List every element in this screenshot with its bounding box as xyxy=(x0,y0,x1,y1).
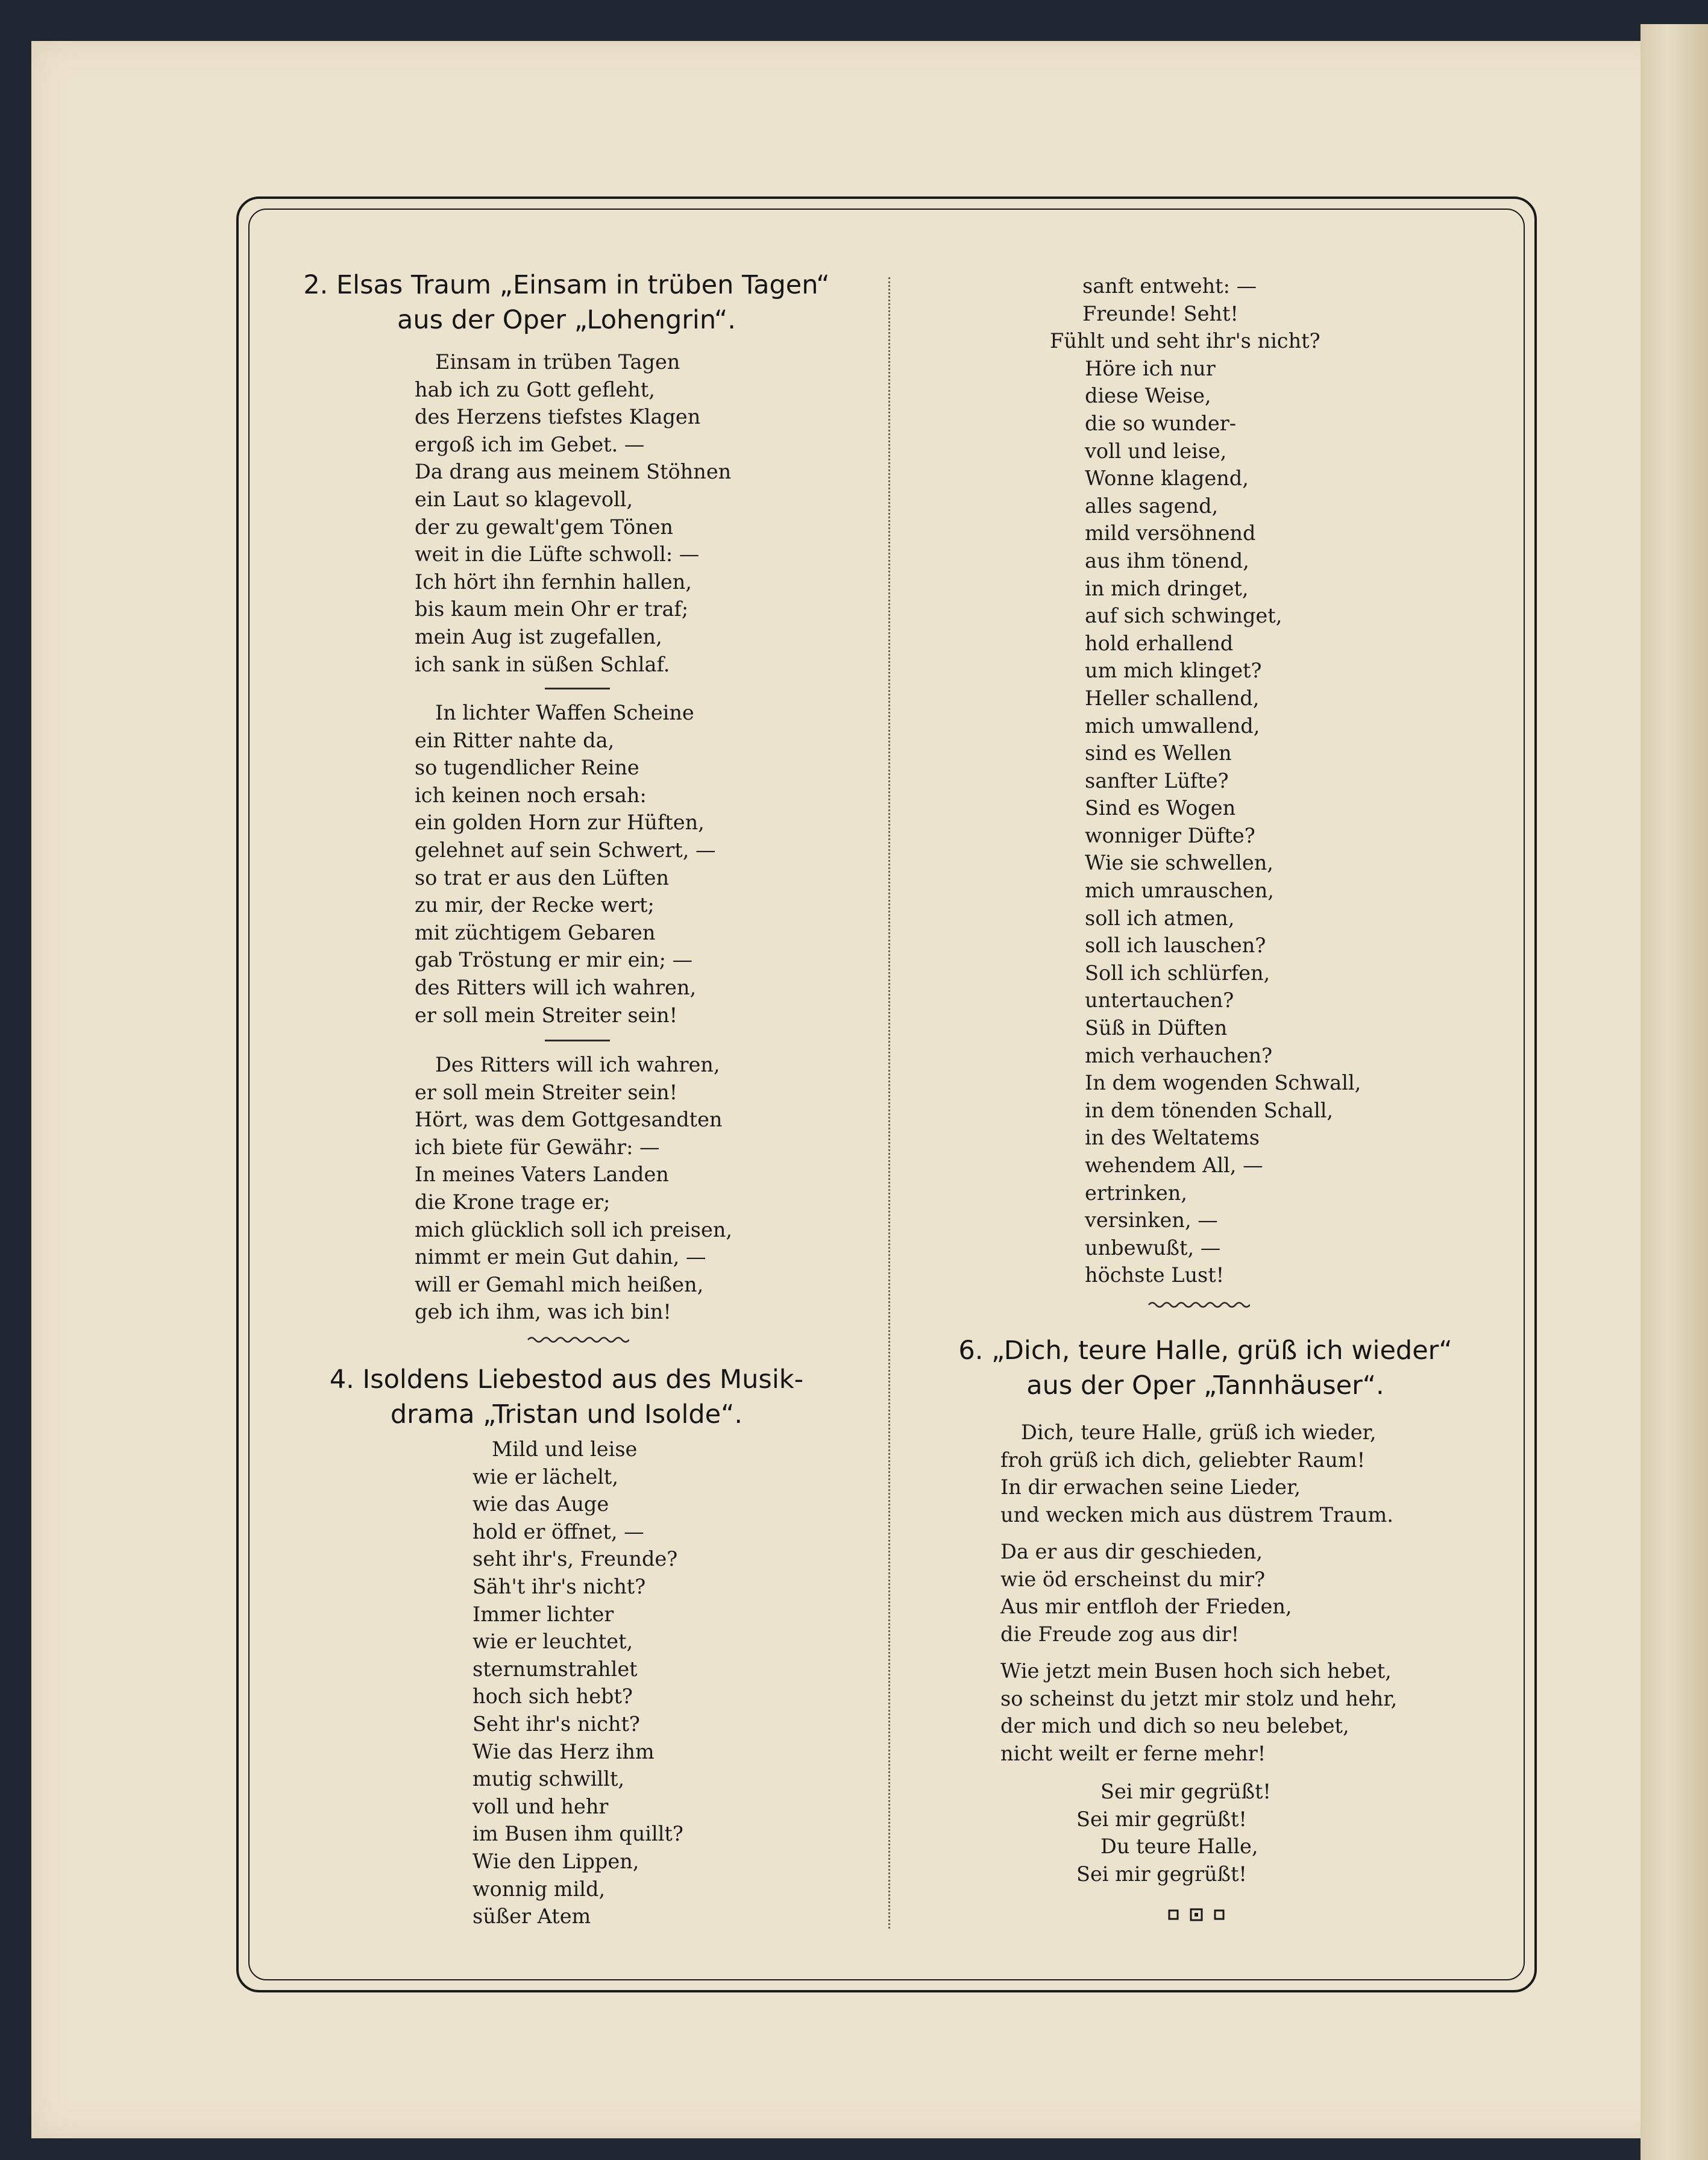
verse-line: auf sich schwinget, xyxy=(1085,604,1283,628)
verse-line: Du teure Halle, xyxy=(1100,1835,1258,1859)
song6-stanza1 xyxy=(1000,1419,1393,1528)
verse-line: unbewußt, — xyxy=(1085,1235,1221,1260)
verse-line: seht ihr's, Freunde? xyxy=(473,1547,678,1571)
song2-stanza1 xyxy=(415,348,731,678)
verse-line: ich keinen noch ersah: xyxy=(415,783,647,807)
song4-verse-continued xyxy=(1050,272,1361,1289)
verse-line: sternumstrahlet xyxy=(473,1657,638,1681)
verse-line: voll und hehr xyxy=(473,1794,609,1818)
verse-line: mich umwallend, xyxy=(1085,714,1260,738)
verse-line: Dich, teure Halle, grüß ich wieder, xyxy=(1021,1421,1377,1444)
verse-line: Soll ich schlürfen, xyxy=(1085,961,1270,985)
verse-line: er soll mein Streiter sein! xyxy=(415,1080,678,1104)
verse-line: zu mir, der Recke wert; xyxy=(415,893,655,917)
song6-stanza2 xyxy=(1000,1538,1292,1648)
verse-line: soll ich atmen, xyxy=(1085,906,1235,930)
verse-line: diese Weise, xyxy=(1085,384,1211,408)
verse-line: ich biete für Gewähr: — xyxy=(415,1135,660,1159)
verse-line: Süß in Düften xyxy=(1085,1016,1228,1040)
verse-line: wie er leuchtet, xyxy=(473,1630,633,1654)
stanza-separator-rule xyxy=(545,688,610,689)
verse-line: mich verhauchen? xyxy=(1085,1043,1273,1067)
verse-line: mein Aug ist zugefallen, xyxy=(415,624,662,648)
verse-line: hoch sich hebt? xyxy=(473,1684,633,1709)
verse-line: Da er aus dir geschieden, xyxy=(1000,1540,1263,1563)
song4-heading xyxy=(265,1362,868,1432)
song6-stanza4 xyxy=(1076,1778,1271,1888)
verse-line: Da drang aus meinem Stöhnen xyxy=(415,460,732,484)
verse-line: Sei mir gegrüßt! xyxy=(1076,1807,1247,1831)
verse-line: mit züchtigem Gebaren xyxy=(415,920,656,944)
verse-line: gelehnet auf sein Schwert, — xyxy=(415,838,716,862)
verse-line: Sei mir gegrüßt! xyxy=(1076,1862,1247,1886)
verse-line: ertrinken, xyxy=(1085,1181,1187,1205)
verse-line: ein Laut so klagevoll, xyxy=(415,487,633,511)
verse-line: weit in die Lüfte schwoll: — xyxy=(415,542,700,567)
verse-line: Säh't ihr's nicht? xyxy=(473,1574,646,1598)
verse-line: wie das Auge xyxy=(473,1492,609,1516)
verse-line: ein golden Horn zur Hüften, xyxy=(415,811,705,835)
verse-line: ergoß ich im Gebet. — xyxy=(415,432,645,456)
verse-line: versinken, — xyxy=(1085,1208,1218,1232)
verse-line: Des Ritters will ich wahren, xyxy=(435,1053,720,1076)
section-end-squiggle xyxy=(527,1334,629,1345)
stanza-separator-rule xyxy=(545,1040,610,1041)
song2-stanza3 xyxy=(415,1051,732,1326)
verse-line: so trat er aus den Lüften xyxy=(415,865,670,890)
song2-stanza2 xyxy=(415,699,716,1029)
verse-line: wie er lächelt, xyxy=(473,1465,619,1489)
verse-line: der zu gewalt'gem Tönen xyxy=(415,515,673,539)
verse-line: mild versöhnend xyxy=(1085,521,1256,545)
verse-line: nimmt er mein Gut dahin, — xyxy=(415,1245,706,1269)
verse-line: wonnig mild, xyxy=(473,1877,606,1901)
verse-line: Hört, was dem Gottgesandten xyxy=(415,1108,723,1132)
verse-line: wehendem All, — xyxy=(1085,1154,1263,1177)
verse-line: des Herzens tiefstes Klagen xyxy=(415,405,701,429)
verse-line: In meines Vaters Landen xyxy=(415,1163,669,1187)
song6-heading xyxy=(904,1333,1507,1403)
verse-line: nicht weilt er ferne mehr! xyxy=(1000,1741,1266,1765)
verse-line: soll ich lauschen? xyxy=(1085,934,1266,958)
verse-line: Fühlt und seht ihr's nicht? xyxy=(1050,329,1320,353)
end-ornament-squares xyxy=(1167,1906,1227,1924)
verse-line: so scheinst du jetzt mir stolz und hehr, xyxy=(1000,1686,1398,1710)
verse-line: er soll mein Streiter sein! xyxy=(415,1003,678,1027)
verse-line: voll und leise, xyxy=(1085,439,1227,463)
verse-line: Immer lichter xyxy=(473,1602,614,1626)
verse-line: hold erhallend xyxy=(1085,631,1234,655)
verse-line: Ich hört ihn fernhin hallen, xyxy=(415,570,692,594)
verse-line: mich glücklich soll ich preisen, xyxy=(415,1217,733,1242)
verse-line: und wecken mich aus düstrem Traum. xyxy=(1000,1502,1393,1527)
verse-line: höchste Lust! xyxy=(1085,1263,1225,1287)
verse-line: die Freude zog aus dir! xyxy=(1000,1622,1240,1646)
verse-line: in mich dringet, xyxy=(1085,576,1249,600)
verse-line: aus ihm tönend, xyxy=(1085,548,1249,573)
song2-heading-line2: aus der Oper „Lohengrin“. xyxy=(397,305,736,335)
verse-line: In dem wogenden Schwall, xyxy=(1085,1071,1361,1095)
song2-heading xyxy=(265,268,868,338)
verse-line: In lichter Waffen Scheine xyxy=(435,701,694,724)
song6-heading-line2: aus der Oper „Tannhäuser“. xyxy=(1026,1370,1384,1401)
verse-line: Wie sie schwellen, xyxy=(1085,851,1273,875)
verse-line: sanfter Lüfte? xyxy=(1085,768,1229,793)
verse-line: Wie den Lippen, xyxy=(473,1849,639,1873)
verse-line: Sind es Wogen xyxy=(1085,796,1236,820)
verse-line: Wonne klagend, xyxy=(1085,466,1249,491)
song4-heading-line2: drama „Tristan und Isolde“. xyxy=(390,1399,743,1430)
verse-line: Mild und leise xyxy=(492,1437,638,1461)
verse-line: ein Ritter nahte da, xyxy=(415,728,615,752)
verse-line: in dem tönenden Schall, xyxy=(1085,1098,1334,1122)
verse-line: wie öd erscheinst du mir? xyxy=(1000,1567,1266,1591)
verse-line: des Ritters will ich wahren, xyxy=(415,975,697,999)
verse-line: die Krone trage er; xyxy=(415,1190,611,1214)
verse-line: hab ich zu Gott gefleht, xyxy=(415,377,655,401)
verse-line: Höre ich nur xyxy=(1085,356,1216,380)
verse-line: Wie das Herz ihm xyxy=(473,1739,655,1763)
song4-verse xyxy=(473,1436,683,1930)
verse-line: Freunde! Seht! xyxy=(1082,301,1239,325)
page-edge xyxy=(1640,24,1708,2160)
verse-line: in des Weltatems xyxy=(1085,1126,1260,1150)
column-divider xyxy=(888,277,890,1929)
verse-line: untertauchen? xyxy=(1085,988,1234,1012)
verse-line: der mich und dich so neu belebet, xyxy=(1000,1714,1349,1738)
verse-line: mich umrauschen, xyxy=(1085,879,1274,903)
verse-line: süßer Atem xyxy=(473,1904,591,1929)
verse-line: hold er öffnet, — xyxy=(473,1519,644,1543)
verse-line: sanft entweht: — xyxy=(1082,274,1257,298)
section-end-squiggle xyxy=(1148,1299,1250,1310)
verse-line: gab Tröstung er mir ein; — xyxy=(415,948,693,972)
verse-line: Seht ihr's nicht? xyxy=(473,1712,640,1736)
verse-line: ich sank in süßen Schlaf. xyxy=(415,652,670,676)
song4-heading-line1: 4. Isoldens Liebestod aus des Musik- xyxy=(329,1364,804,1395)
verse-line: alles sagend, xyxy=(1085,494,1219,518)
song6-stanza3 xyxy=(1000,1657,1397,1767)
verse-line: bis kaum mein Ohr er traf; xyxy=(415,597,689,621)
verse-line: Sei mir gegrüßt! xyxy=(1100,1780,1271,1803)
verse-line: froh grüß ich dich, geliebter Raum! xyxy=(1000,1448,1366,1472)
verse-line: sind es Wellen xyxy=(1085,741,1232,765)
verse-line: will er Gemahl mich heißen, xyxy=(415,1272,704,1296)
verse-line: Aus mir entfloh der Frieden, xyxy=(1000,1595,1292,1619)
verse-line: Heller schallend, xyxy=(1085,686,1260,710)
verse-line: wonniger Düfte? xyxy=(1085,823,1255,847)
verse-line: mutig schwillt, xyxy=(473,1767,625,1791)
song6-heading-line1: 6. „Dich, teure Halle, grüß ich wieder“ xyxy=(958,1336,1452,1366)
verse-line: die so wunder- xyxy=(1085,411,1237,435)
verse-line: Wie jetzt mein Busen hoch sich hebet, xyxy=(1000,1659,1392,1683)
verse-line: Einsam in trüben Tagen xyxy=(435,350,680,374)
verse-line: geb ich ihm, was ich bin! xyxy=(415,1300,671,1324)
verse-line: In dir erwachen seine Lieder, xyxy=(1000,1475,1301,1499)
verse-line: so tugendlicher Reine xyxy=(415,756,639,780)
song2-heading-line1: 2. Elsas Traum „Einsam in trüben Tagen“ xyxy=(303,270,830,300)
verse-line: um mich klinget? xyxy=(1085,659,1262,683)
verse-line: im Busen ihm quillt? xyxy=(473,1822,683,1846)
